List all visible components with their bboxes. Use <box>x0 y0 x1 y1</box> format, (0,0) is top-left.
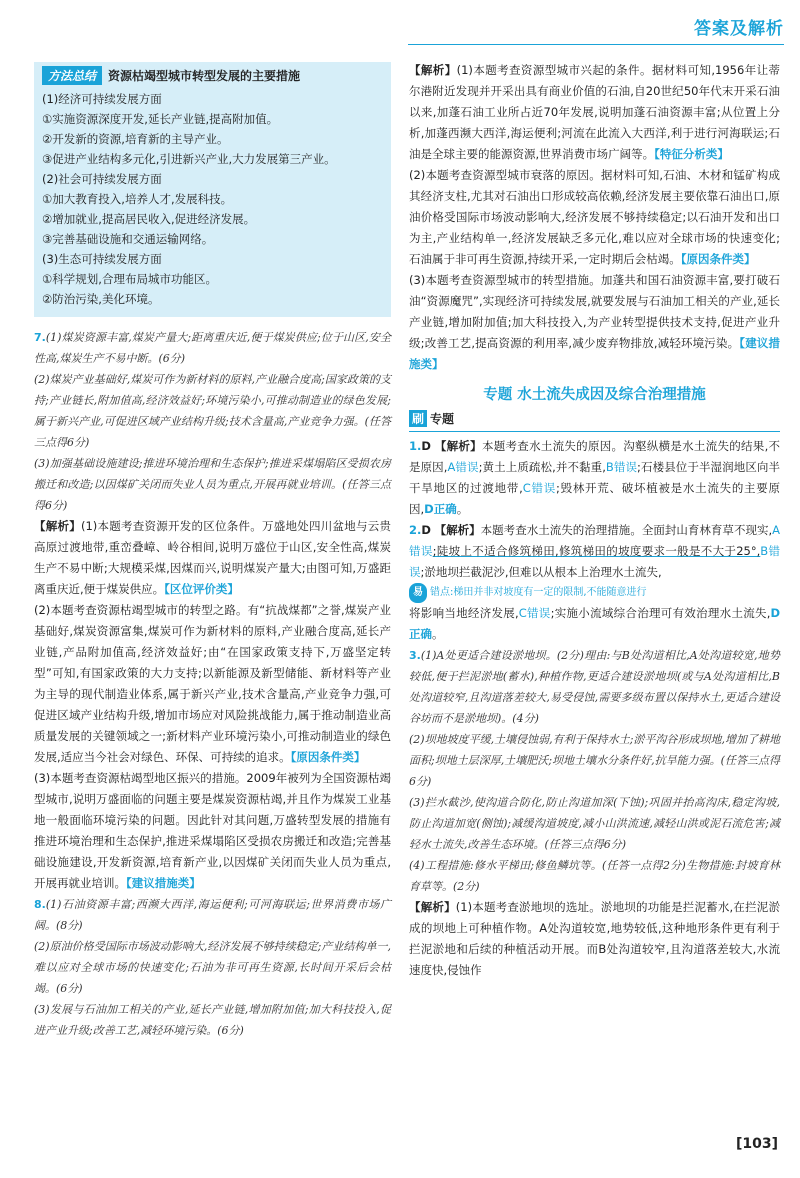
zhuanti-label: 刷 专题 <box>409 410 454 427</box>
s1-answer: 1.D 【解析】本题考查水土流失的原因。沟壑纵横是水土流失的结果,不是原因,A错误;黄土上质疏松,并不黏重,B错误;石楼县位于半湿润地区向半干旱地区的过渡地带,C错误;毁林开荒、破坏植被是水土流失的主要原因,D正确。 <box>409 439 781 516</box>
q8-analysis-1: 【解析】(1)本题考查资源型城市兴起的条件。据材料可知,1956年让蒂尔港附近发现并开采出具有商业价值的石油,自20世纪50年代末开采石油以来,加蓬石油工业所占近70年发展,说明加蓬石油资源丰富;从位置上分析,加蓬西濒大西洋,海运便利;河流在此流入大西洋,利于进行河海联运;石油是全球主要的能源资源,世界消费市场广阔等。【特征分析类】 <box>409 63 781 161</box>
s3-answer-4: (4)工程措施:修水平梯田;修鱼鳞坑等。(任答一点得2分)生物措施:封坡育林育草等。(2分) <box>409 859 780 893</box>
topic-title: 专题 水土流失成因及综合治理措施 <box>483 387 706 403</box>
q7-answer-2: (2)煤炭产业基础好,煤炭可作为新材料的原料,产业融合度高;国家政策的支持;产业链长,附加值高,经济效益好;环境污染小,可推动制造业的绿色发展;属于新兴产业,可促进区域产业结构升级;技术含量高,产业竞争力强。(任答三点得6分) <box>34 373 391 449</box>
q8-tag-3: 【建议措施类】 <box>409 336 781 371</box>
page-header-title: 答案及解析 <box>694 19 784 39</box>
s1-choice: D <box>421 439 431 453</box>
q8-analysis-3: (3)本题考查资源型城市的转型措施。加蓬共和国石油资源丰富,要打破石油“资源魔咒”,实现经济可持续发展,就要发展与石油加工相关的产业,延长产业链,增加附加值;加大科技投入,为产业转型提供技术支持,促进产业升级;改善工艺,提高资源的利用率,减少废弃物排放,减轻环境污染。【建议措施类】 <box>409 273 781 371</box>
method-line: ②防治污染,美化环境。 <box>42 292 160 306</box>
method-line: ①加大教育投入,培养人才,发展科技。 <box>42 192 233 206</box>
method-box-tag: 方法总结 <box>42 66 102 85</box>
q7-analysis-1: 【解析】(1)本题考查资源开发的区位条件。万盛地处四川盆地与云贵高原过渡地带,重峦叠嶂、岭谷相间,说明万盛位于山区,安全性高,煤炭生产不易中断;大规模采煤,因煤而兴,说明煤炭产量大;由图可知,万盛距离重庆近,便于煤炭供应。【区位评价类】 <box>34 519 391 596</box>
q8-number: 8. <box>34 898 46 911</box>
q8-answer-1: 8.(1)石油资源丰富;西濒大西洋,海运便利;可河海联运;世界消费市场广阔。(8分) <box>34 898 391 932</box>
method-line: ①实施资源深度开发,延长产业链,提高附加值。 <box>42 112 279 126</box>
q8-answer-2: (2)原油价格受国际市场波动影响大,经济发展不够持续稳定;产业结构单一,难以应对全球市场的快速变化;石油为非可再生资源,长时间开采后会枯竭。(6分) <box>34 940 391 995</box>
s2-tip: 易 错点:梯田并非对坡度有一定的限制,不能随意进行 <box>409 583 780 603</box>
q8-answer-3: (3)发展与石油加工相关的产业,延长产业链,增加附加值;加大科技投入,促进产业升级;改善工艺,减轻环境污染。(6分) <box>34 1003 391 1037</box>
q7-answer-3: (3)加强基础设施建设;推进环境治理和生态保护;推进采煤塌陷区受损农房搬迁和改造;以因煤矿关闭而失业人员为重点,开展再就业培训。(任答三点得6分) <box>34 457 391 512</box>
s2-answer: 2.D 【解析】本题考查水土流失的治理措施。全面封山育林育草不现实,A错误;陡坡上不适合修筑梯田,修筑梯田的坡度要求一般是不大于25°,B错误;淤地坝拦截泥沙,但难以从根本上治理水土流失, <box>409 523 781 579</box>
error-tip-icon: 易 <box>409 583 427 603</box>
method-line: (1)经济可持续发展方面 <box>42 92 162 106</box>
method-line: ③完善基础设施和交通运输网络。 <box>42 232 214 246</box>
method-summary-box <box>34 62 391 317</box>
q7-tag-3: 【建议措施类】 <box>126 876 201 890</box>
q8-analysis-2: (2)本题考查资源型城市衰落的原因。据材料可知,石油、木材和锰矿构成其经济支柱,尤其对石油出口形成较高依赖,经济发展主要依靠石油出口,原油价格受国际市场波动影响大,经济发展不够持续稳定;以石油开发和出口为主,产业结构单一,经济发展缺乏多元化,难以应对全球市场的快速变化;石油属于非可再生资源,持续开采,一定时期后会枯竭。【原因条件类】 <box>409 168 780 266</box>
left-column <box>34 62 391 1041</box>
q7-tag-1: 【区位评价类】 <box>164 582 239 596</box>
q7-number: 7. <box>34 331 46 344</box>
method-line: (2)社会可持续发展方面 <box>42 172 162 186</box>
brush-icon: 刷 <box>409 410 427 427</box>
s3-analysis-1: 【解析】(1)本题考查淤地坝的选址。淤地坝的功能是拦泥蓄水,在拦泥淤成的坝地上可种植作物。A处沟道较宽,地势较低,这种地形条件更有利于拦泥淤地和后续的种植活动开展。而B处沟道较窄,且沟道落差较大,水流速度快,侵蚀作 <box>409 900 780 977</box>
s3-answer-1: 3.(1)A处更适合建设淤地坝。(2分)理由:与B处沟道相比,A处沟道较宽,地势较低,便于拦泥淤地(蓄水),种植作物,更适合建设淤地坝(或与A处沟道相比,B处沟道较窄,且沟道落差较大,易受侵蚀,需要多级布置以保持水土,更适合建设谷坊而不是淤地坝)。(4分) <box>409 649 780 725</box>
method-box-heading <box>42 66 383 85</box>
method-line: ③促进产业结构多元化,引进新兴产业,大力发展第三产业。 <box>42 152 336 166</box>
method-line: (3)生态可持续发展方面 <box>42 252 162 266</box>
page-number: [103] <box>735 1136 778 1152</box>
q7-analysis-2: (2)本题考查资源枯竭型城市的转型之路。有“抗战煤都”之誉,煤炭产业基础好,煤炭资源富集,煤炭可作为新材料的原料,产业融合度高,延长产业链,产品附加值高,经济效益好;由“在国家政策支持下,万盛坚定转型”可知,有国家政策的大力支持;以新能源及新型储能、新材料等产业为主导的现代制造业体系,属于新兴产业,技术含量高,产业竞争力强,可促进区域产业结构升级,增加市场应对风险挑战能力,属于推动制造业高质量发展的关键领域之一;新材料产业环境污染小,可推动制造业的绿色发展,适应当今社会对绿色、环保、可持续的追求。【原因条件类】 <box>34 603 391 764</box>
zhuanti-divider <box>409 431 780 432</box>
method-line: ①科学规划,合理布局城市功能区。 <box>42 272 217 286</box>
header-divider <box>408 44 784 45</box>
right-column <box>409 60 780 981</box>
s3-answer-2: (2)坝地坡度平缓,土壤侵蚀弱,有利于保持水土;淤平沟谷形成坝地,增加了耕地面积;坝地土层深厚,土壤肥沃;坝地土壤水分条件好,抗旱能力强。(任答三点得6分) <box>409 733 780 788</box>
q8-tag-1: 【特征分析类】 <box>654 147 729 161</box>
method-line: ②开发新的资源,培育新的主导产业。 <box>42 132 229 146</box>
q7-answer-1: 7.(1)煤炭资源丰富,煤炭产量大;距离重庆近,便于煤炭供应;位于山区,安全性高,煤炭生产不易中断。(6分) <box>34 331 391 365</box>
method-box-title: 资源枯竭型城市转型发展的主要措施 <box>108 69 301 83</box>
q8-tag-2: 【原因条件类】 <box>680 252 756 266</box>
method-line: ②增加就业,提高居民收入,促进经济发展。 <box>42 212 256 226</box>
q7-analysis-3: (3)本题考查资源枯竭型地区振兴的措施。2009年被列为全国资源枯竭型城市,说明万盛面临的问题主要是煤炭资源枯竭,并且作为煤炭工业基地一般面临环境污染的问题。因此针对其问题,万盛转型发展的措施有推进环境治理和生态保护,推进采煤塌陷区受损农房搬迁和改造;完善基础设施建设,开发新资源,培育新产业,以因煤矿关闭而失业人员为重点,开展再就业培训。【建议措施类】 <box>34 771 391 890</box>
q7-tag-2: 【原因条件类】 <box>290 750 366 764</box>
s2-answer-cont: 将影响当地经济发展,C错误;实施小流域综合治理可有效治理水土流失,D正确。 <box>409 606 781 641</box>
s3-answer-3: (3)拦水截沙,使沟道合防化,防止沟道加深(下蚀);巩固并抬高沟床,稳定沟坡,防止沟道加宽(侧蚀);减缓沟道坡度,减小山洪流速,减轻山洪或泥石流危害;减轻水土流失,改善生态环境。(任答三点得6分) <box>409 796 780 851</box>
s2-choice: D <box>421 523 431 537</box>
